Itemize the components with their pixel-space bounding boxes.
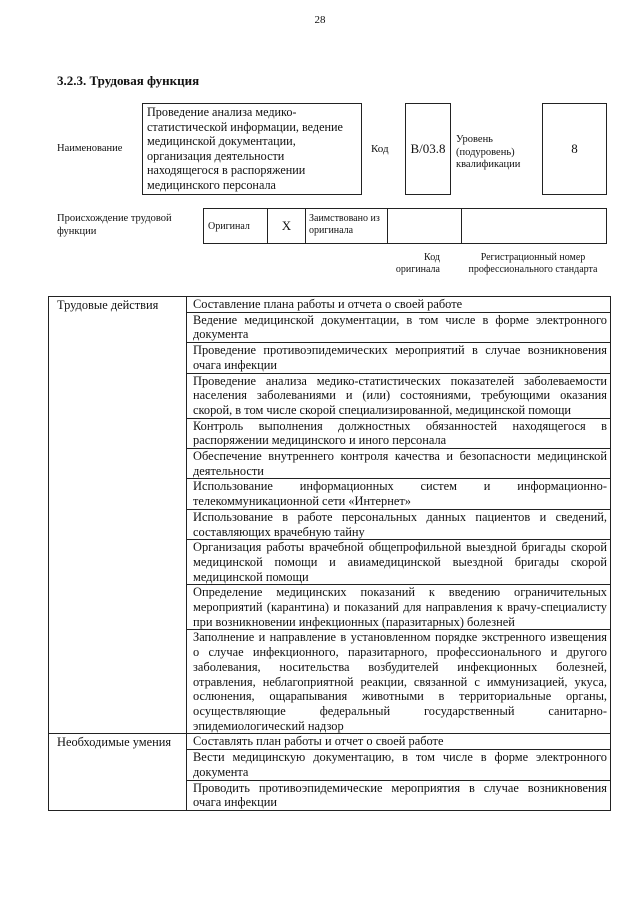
labor-action-row-text: Использование в работе персональных данных пациентов и сведений, составляющих врачебную тайну: [187, 509, 611, 539]
original-mark: X: [268, 209, 306, 243]
labor-action-row: [49, 297, 611, 313]
labor-action-row-text: Заполнение и направление в установленном порядке экстренного извещения о случае инфекционного, паразитарного, профессионального и другого заболевания, носительства возбудителей инфекционных болезней, отравления, неблагоприятной реакции, связанной с иммунизацией, укуса, ослюнения, ощарапывания животными в территориальные органы, осуществляющие федеральный государственный санитарно-эпидемиологический надзор: [187, 630, 611, 734]
required-skills-label: Необходимые умения: [49, 734, 187, 811]
labor-actions-label: Трудовые действия: [49, 297, 187, 734]
labor-action-row-text: Ведение медицинской документации, в том числе в форме электронного документа: [187, 312, 611, 342]
function-name-box: [142, 103, 362, 195]
origin-label: Происхождение трудовой функции: [57, 213, 172, 237]
level-label: Уровень (подуровень) квалификации: [456, 134, 521, 170]
origin-reg-cell: [462, 209, 606, 243]
labor-action-row-text: Обеспечение внутреннего контроля качества и безопасности медицинской деятельности: [187, 449, 611, 479]
labor-action-row-text: Организация работы врачебной общепрофильной выездной бригады скорой медицинской помощи и авиамедицинской выездной бригады скорой медицинской помощи: [187, 540, 611, 585]
reg-caption: Регистрационный номер профессионального стандарта: [468, 252, 598, 275]
functions-table: [48, 296, 611, 811]
level-value: 8: [571, 141, 578, 156]
origin-code-cell: [388, 209, 462, 243]
code-label: Код: [371, 143, 389, 155]
required-skill-row-text: Вести медицинскую документацию, в том числе в форме электронного документа: [187, 750, 611, 780]
labor-action-row-text: Использование информационных систем и информационно-телекоммуникационной сети «Интернет»: [187, 479, 611, 509]
code-value: B/03.8: [410, 141, 446, 156]
function-name-value: Проведение анализа медико-статистической информации, ведение медицинской документации, организация деятельности находящегося в распоряжении медицинского персонала: [147, 105, 343, 192]
required-skill-row: [49, 734, 611, 750]
original-label: Оригинал: [204, 209, 268, 243]
labor-action-row-text: Составление плана работы и отчета о своей работе: [187, 297, 611, 313]
labor-action-row-text: Проведение анализа медико-статистических показателей заболеваемости населения заболеваниями и (или) состояниями, требующими оказания скорой, в том числе скорой специализированной, медицинской помощи: [187, 373, 611, 418]
required-skill-row-text: Проводить противоэпидемические мероприятия в случае возникновения очага инфекции: [187, 780, 611, 810]
required-skill-row-text: Составлять план работы и отчет о своей работе: [187, 734, 611, 750]
level-box: [542, 103, 607, 195]
code-caption: Код оригинала: [395, 252, 440, 275]
section-title: 3.2.3. Трудовая функция: [57, 73, 200, 88]
origin-table: [203, 208, 607, 244]
code-box: [405, 103, 451, 195]
labor-action-row-text: Определение медицинских показаний к введению ограничительных мероприятий (карантина) и показаний для направления к врачу-специалисту при возникновении инфекционных (паразитарных) болезней: [187, 585, 611, 630]
name-label: Наименование: [57, 143, 123, 154]
borrowed-label: Заимствовано из оригинала: [306, 209, 388, 243]
labor-action-row-text: Проведение противоэпидемических мероприятий в случае возникновения очага инфекции: [187, 343, 611, 373]
labor-action-row-text: Контроль выполнения должностных обязанностей находящегося в распоряжении медицинского и иного персонала: [187, 418, 611, 448]
page-number: 28: [314, 14, 326, 26]
